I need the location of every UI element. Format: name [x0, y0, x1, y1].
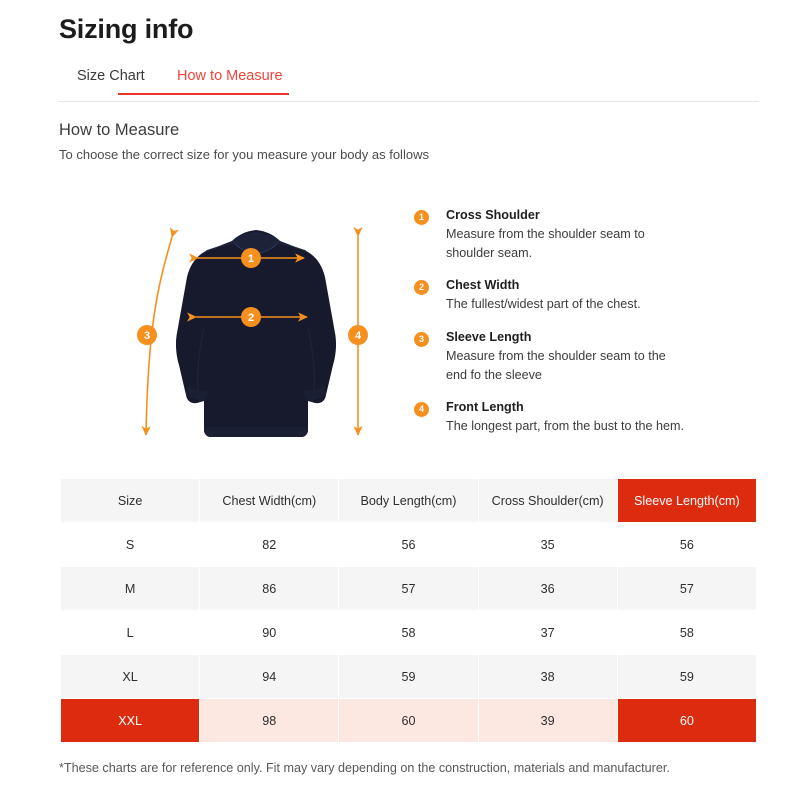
tab-how-to-measure[interactable]: How to Measure	[177, 68, 283, 95]
column-header-body-length: Body Length(cm)	[339, 479, 477, 522]
page-title: Sizing info	[59, 14, 194, 44]
cell-body-length: 58	[339, 611, 477, 654]
cell-size: XL	[61, 655, 199, 698]
legend-title: Chest Width	[446, 278, 520, 293]
cell-sleeve-length: 56	[618, 523, 756, 566]
legend-item-front-length	[414, 400, 704, 436]
table-row	[61, 611, 756, 654]
cell-cross-shoulder: 38	[479, 655, 617, 698]
cell-chest-width: 86	[200, 567, 338, 610]
cell-sleeve-length: 60	[618, 699, 756, 742]
column-header-sleeve-length: Sleeve Length(cm)	[618, 479, 756, 522]
legend-item-cross-shoulder	[414, 208, 704, 262]
table-body	[61, 523, 756, 742]
svg-text:3: 3	[143, 330, 151, 342]
garment-measurement-illustration	[120, 215, 390, 460]
cell-body-length: 60	[339, 699, 477, 742]
legend-title: Cross Shoulder	[446, 208, 540, 222]
cell-cross-shoulder: 35	[479, 523, 617, 566]
section-heading: How to Measure	[59, 121, 180, 139]
table-row	[61, 567, 756, 610]
cell-body-length: 56	[339, 523, 477, 566]
svg-text:1: 1	[247, 253, 255, 265]
legend-description: The longest part, from the bust to the hem.	[446, 419, 685, 434]
svg-text:2: 2	[247, 312, 255, 324]
legend-description: The fullest/widest part of the chest.	[446, 297, 641, 312]
cell-cross-shoulder: 36	[479, 567, 617, 610]
marker-3-badge	[137, 325, 157, 345]
table-row	[61, 655, 756, 698]
table-header-row	[61, 479, 756, 522]
marker-4-badge	[348, 325, 368, 345]
cell-chest-width: 90	[200, 611, 338, 654]
marker-2-badge	[241, 307, 261, 327]
number-badge-3-icon: 3	[414, 332, 429, 347]
legend-description: Measure from the shoulder seam to shoulder seam.	[446, 227, 645, 260]
legend-item-chest-width	[414, 278, 704, 314]
tab-divider	[59, 101, 759, 102]
marker-1-badge	[241, 248, 261, 268]
column-header-cross-shoulder: Cross Shoulder(cm)	[479, 479, 617, 522]
cell-chest-width: 98	[200, 699, 338, 742]
cell-size: M	[61, 567, 199, 610]
cell-body-length: 59	[339, 655, 477, 698]
legend-description: Measure from the shoulder seam to the end fo the sleeve	[446, 348, 666, 382]
cell-chest-width: 82	[200, 523, 338, 566]
cell-size: L	[61, 611, 199, 654]
column-header-size: Size	[61, 479, 199, 522]
cell-body-length: 57	[339, 567, 477, 610]
legend-title: Sleeve Length	[446, 329, 532, 344]
cell-sleeve-length: 59	[618, 655, 756, 698]
cell-size: XXL	[61, 699, 199, 742]
cell-cross-shoulder: 37	[479, 611, 617, 654]
table-row-selected	[61, 699, 756, 742]
size-chart-table	[60, 478, 757, 743]
cell-size: S	[61, 523, 199, 566]
table-row	[61, 523, 756, 566]
table-footnote: *These charts are for reference only. Fit may vary depending on the construction, materials and manufacturer.	[59, 761, 670, 775]
number-badge-2-icon: 2	[414, 280, 429, 295]
table-header	[61, 479, 756, 522]
number-badge-4-icon: 4	[414, 402, 429, 417]
legend-item-sleeve-length	[414, 330, 704, 384]
tab-bar	[59, 68, 759, 102]
measurement-legend	[414, 208, 704, 436]
cell-sleeve-length: 57	[618, 567, 756, 610]
tab-size-chart[interactable]: Size Chart	[77, 68, 145, 84]
cell-cross-shoulder: 39	[479, 699, 617, 742]
section-subtitle: To choose the correct size for you measure your body as follows	[59, 147, 429, 162]
number-badge-1-icon: 1	[414, 210, 429, 225]
legend-title: Front Length	[446, 400, 524, 415]
column-header-chest-width: Chest Width(cm)	[200, 479, 338, 522]
svg-text:4: 4	[354, 330, 362, 342]
cell-chest-width: 94	[200, 655, 338, 698]
cell-sleeve-length: 58	[618, 611, 756, 654]
